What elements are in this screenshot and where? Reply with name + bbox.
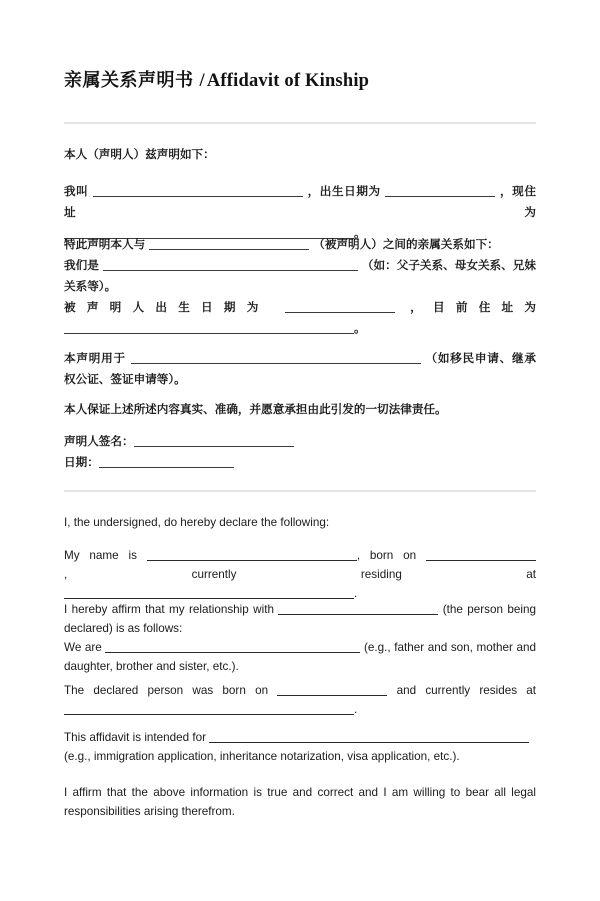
cn-guarantee-text: 本人保证上述所述内容真实、准确，并愿意承担由此引发的一切法律责任。	[64, 402, 447, 416]
en-affirmation-text: I affirm that the above information is true and correct and I am willing to bear all legal responsibilities arising therefrom.	[64, 786, 536, 818]
cn-signature-blank[interactable]	[134, 435, 294, 447]
cn-purpose-blank[interactable]	[131, 352, 421, 364]
cn-name-part2: ，出生日期为	[307, 184, 381, 198]
en-relation-part1: I hereby affirm that my relationship with	[64, 603, 274, 616]
en-purpose-line-1	[64, 728, 536, 747]
en-relation-part3: We are	[64, 641, 102, 654]
page-title	[64, 68, 536, 94]
cn-declared-part2: ，目前住址为	[410, 300, 536, 314]
cn-date-label: 日期：	[64, 455, 99, 469]
cn-relation-part1: 特此声明本人与	[64, 237, 146, 251]
en-affirmation-paragraph	[64, 783, 536, 821]
cn-purpose-part2: （如移民申请、继承权公证、签证申请等）。	[64, 351, 536, 386]
en-purpose-line-2: (e.g., immigration application, inheritance notarization, visa application, etc.).	[64, 750, 460, 763]
en-purpose-part1: This affidavit is intended for	[64, 731, 207, 744]
cn-name-part1: 我叫	[64, 184, 89, 198]
cn-relation-part3: 我们是	[64, 258, 99, 272]
page-title-separator: /	[199, 71, 205, 91]
cn-declared-part1: 被声明人出生日期为	[64, 300, 270, 314]
en-purpose-paragraph	[64, 728, 536, 766]
en-name-blank[interactable]	[147, 549, 357, 561]
en-purpose-blank[interactable]	[209, 731, 529, 743]
en-birthdate-blank[interactable]	[426, 549, 536, 561]
cn-relation-line-1	[64, 234, 536, 255]
divider-middle	[64, 490, 536, 492]
cn-signature-line	[64, 431, 536, 452]
en-name-part3: , currently residing at	[64, 568, 536, 581]
en-declared-address-blank[interactable]	[64, 703, 354, 715]
en-name-part4: .	[354, 587, 358, 600]
cn-purpose-paragraph	[64, 348, 536, 390]
cn-name-line-1	[64, 181, 536, 223]
en-declared-part2: and currently resides at	[396, 684, 537, 697]
cn-declared-line-2	[64, 318, 536, 339]
en-declared-line-1	[64, 681, 536, 700]
cn-relation-type-blank[interactable]	[103, 259, 358, 271]
cn-date-blank[interactable]	[99, 456, 234, 468]
en-name-part2: , born on	[356, 549, 417, 562]
en-relation-line-1	[64, 600, 536, 638]
en-declared-person-paragraph	[64, 681, 536, 719]
cn-signature-block	[64, 431, 536, 473]
page-title-chinese: 亲属关系声明书	[64, 70, 194, 91]
en-relation-line-2	[64, 638, 536, 676]
en-declared-person-blank[interactable]	[278, 603, 438, 615]
cn-declared-person-paragraph	[64, 297, 536, 339]
en-relation-paragraph	[64, 600, 536, 676]
cn-declared-person-blank[interactable]	[149, 238, 309, 250]
en-relation-part4: (e.g., father and son, mother and daughter, brother and sister, etc.).	[64, 641, 537, 673]
page-title-english: Affidavit of Kinship	[206, 71, 370, 91]
divider-top	[64, 122, 536, 124]
cn-intro-paragraph	[64, 144, 536, 165]
cn-declared-address-blank[interactable]	[64, 322, 354, 334]
en-declared-part3: .	[354, 703, 358, 716]
cn-purpose-part1: 本声明用于	[64, 351, 126, 365]
en-relation-type-blank[interactable]	[105, 641, 360, 653]
cn-signature-label: 声明人签名：	[64, 434, 134, 448]
cn-guarantee-paragraph	[64, 399, 536, 420]
cn-name-part4: 。	[354, 226, 366, 240]
cn-relation-paragraph	[64, 234, 536, 297]
cn-declared-line-1	[64, 297, 536, 318]
en-declared-birthdate-blank[interactable]	[277, 684, 387, 696]
cn-birthdate-blank[interactable]	[385, 185, 495, 197]
cn-date-line	[64, 452, 536, 473]
en-name-paragraph	[64, 546, 536, 603]
cn-relation-part2: （被声明人）之间的亲属关系如下：	[313, 237, 499, 251]
en-declared-part1: The declared person was born on	[64, 684, 269, 697]
en-relation-part2: (the person being declared) is as follows:	[64, 603, 537, 635]
cn-name-part3: ，现住址为	[64, 184, 536, 219]
cn-name-blank[interactable]	[93, 185, 303, 197]
en-name-part1: My name is	[64, 549, 137, 562]
en-address-blank[interactable]	[64, 587, 354, 599]
cn-relation-part4: （如：父子关系、母女关系、兄妹关系等）。	[64, 258, 536, 293]
en-declared-line-2	[64, 700, 536, 719]
cn-intro-text: 本人（声明人）兹声明如下：	[64, 147, 215, 161]
en-intro-text: I, the undersigned, do hereby declare the following:	[64, 516, 330, 529]
cn-declared-part3: 。	[354, 321, 366, 335]
cn-purpose-line	[64, 348, 536, 390]
en-name-line-1	[64, 546, 536, 584]
cn-relation-line-2	[64, 255, 536, 297]
en-intro-paragraph	[64, 513, 536, 532]
cn-declared-birthdate-blank[interactable]	[285, 301, 395, 313]
